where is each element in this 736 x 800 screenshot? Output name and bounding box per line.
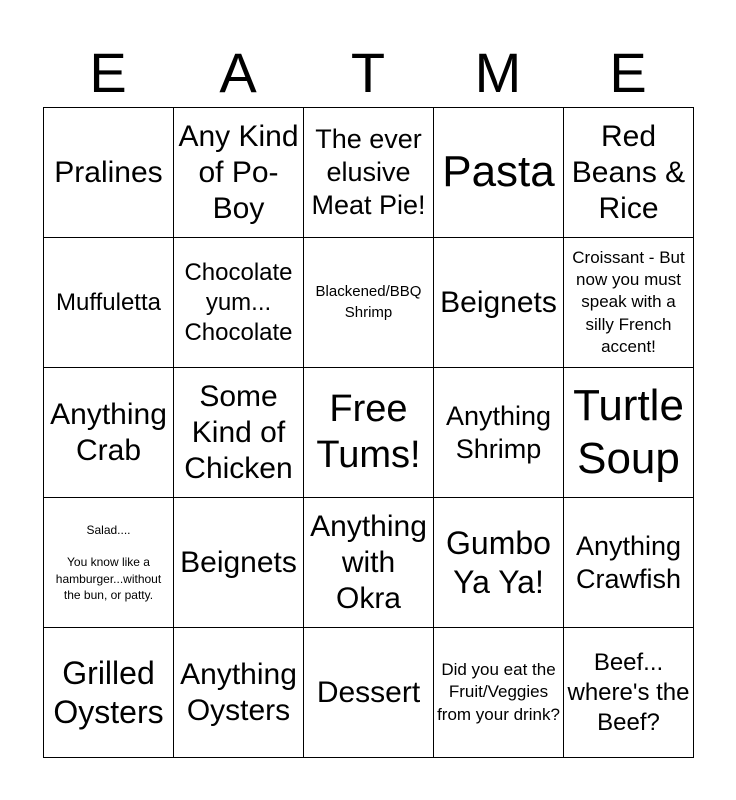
bingo-cell[interactable]: Anything with Okra xyxy=(304,498,434,628)
bingo-cell[interactable]: Beignets xyxy=(434,238,564,368)
bingo-cell[interactable]: The ever elusive Meat Pie! xyxy=(304,108,434,238)
bingo-cell[interactable]: Beignets xyxy=(174,498,304,628)
bingo-cell[interactable]: Salad.... You know like a hamburger...without the bun, or patty. xyxy=(44,498,174,628)
bingo-board xyxy=(43,107,694,758)
bingo-cell[interactable]: Chocolate yum... Chocolate xyxy=(174,238,304,368)
header-letter-a: A xyxy=(219,41,257,104)
bingo-cell[interactable]: Red Beans & Rice xyxy=(564,108,694,238)
bingo-cell[interactable]: Croissant - But now you must speak with a silly French accent! xyxy=(564,238,694,368)
bingo-cell[interactable]: Some Kind of Chicken xyxy=(174,368,304,498)
bingo-cell[interactable]: Blackened/BBQ Shrimp xyxy=(304,238,434,368)
bingo-cell[interactable]: Turtle Soup xyxy=(564,368,694,498)
header-letter-e: E xyxy=(89,41,127,104)
bingo-header xyxy=(43,40,693,106)
bingo-cell[interactable]: Dessert xyxy=(304,628,434,758)
bingo-cell[interactable]: Did you eat the Fruit/Veggies from your drink? xyxy=(434,628,564,758)
header-letter-m: M xyxy=(474,41,522,104)
header-letter-e-2: E xyxy=(609,41,647,104)
bingo-cell[interactable]: Muffuletta xyxy=(44,238,174,368)
bingo-cell[interactable]: Pasta xyxy=(434,108,564,238)
bingo-cell[interactable]: Pralines xyxy=(44,108,174,238)
bingo-cell[interactable]: Anything Crawfish xyxy=(564,498,694,628)
header-letter-t: T xyxy=(350,41,386,104)
bingo-cell[interactable]: Anything Crab xyxy=(44,368,174,498)
bingo-cell[interactable]: Anything Shrimp xyxy=(434,368,564,498)
bingo-cell[interactable]: Grilled Oysters xyxy=(44,628,174,758)
bingo-cell[interactable]: Gumbo Ya Ya! xyxy=(434,498,564,628)
bingo-cell[interactable]: Beef... where's the Beef? xyxy=(564,628,694,758)
bingo-cell[interactable]: Any Kind of Po-Boy xyxy=(174,108,304,238)
bingo-cell[interactable]: Free Tums! xyxy=(304,368,434,498)
bingo-cell[interactable]: Anything Oysters xyxy=(174,628,304,758)
